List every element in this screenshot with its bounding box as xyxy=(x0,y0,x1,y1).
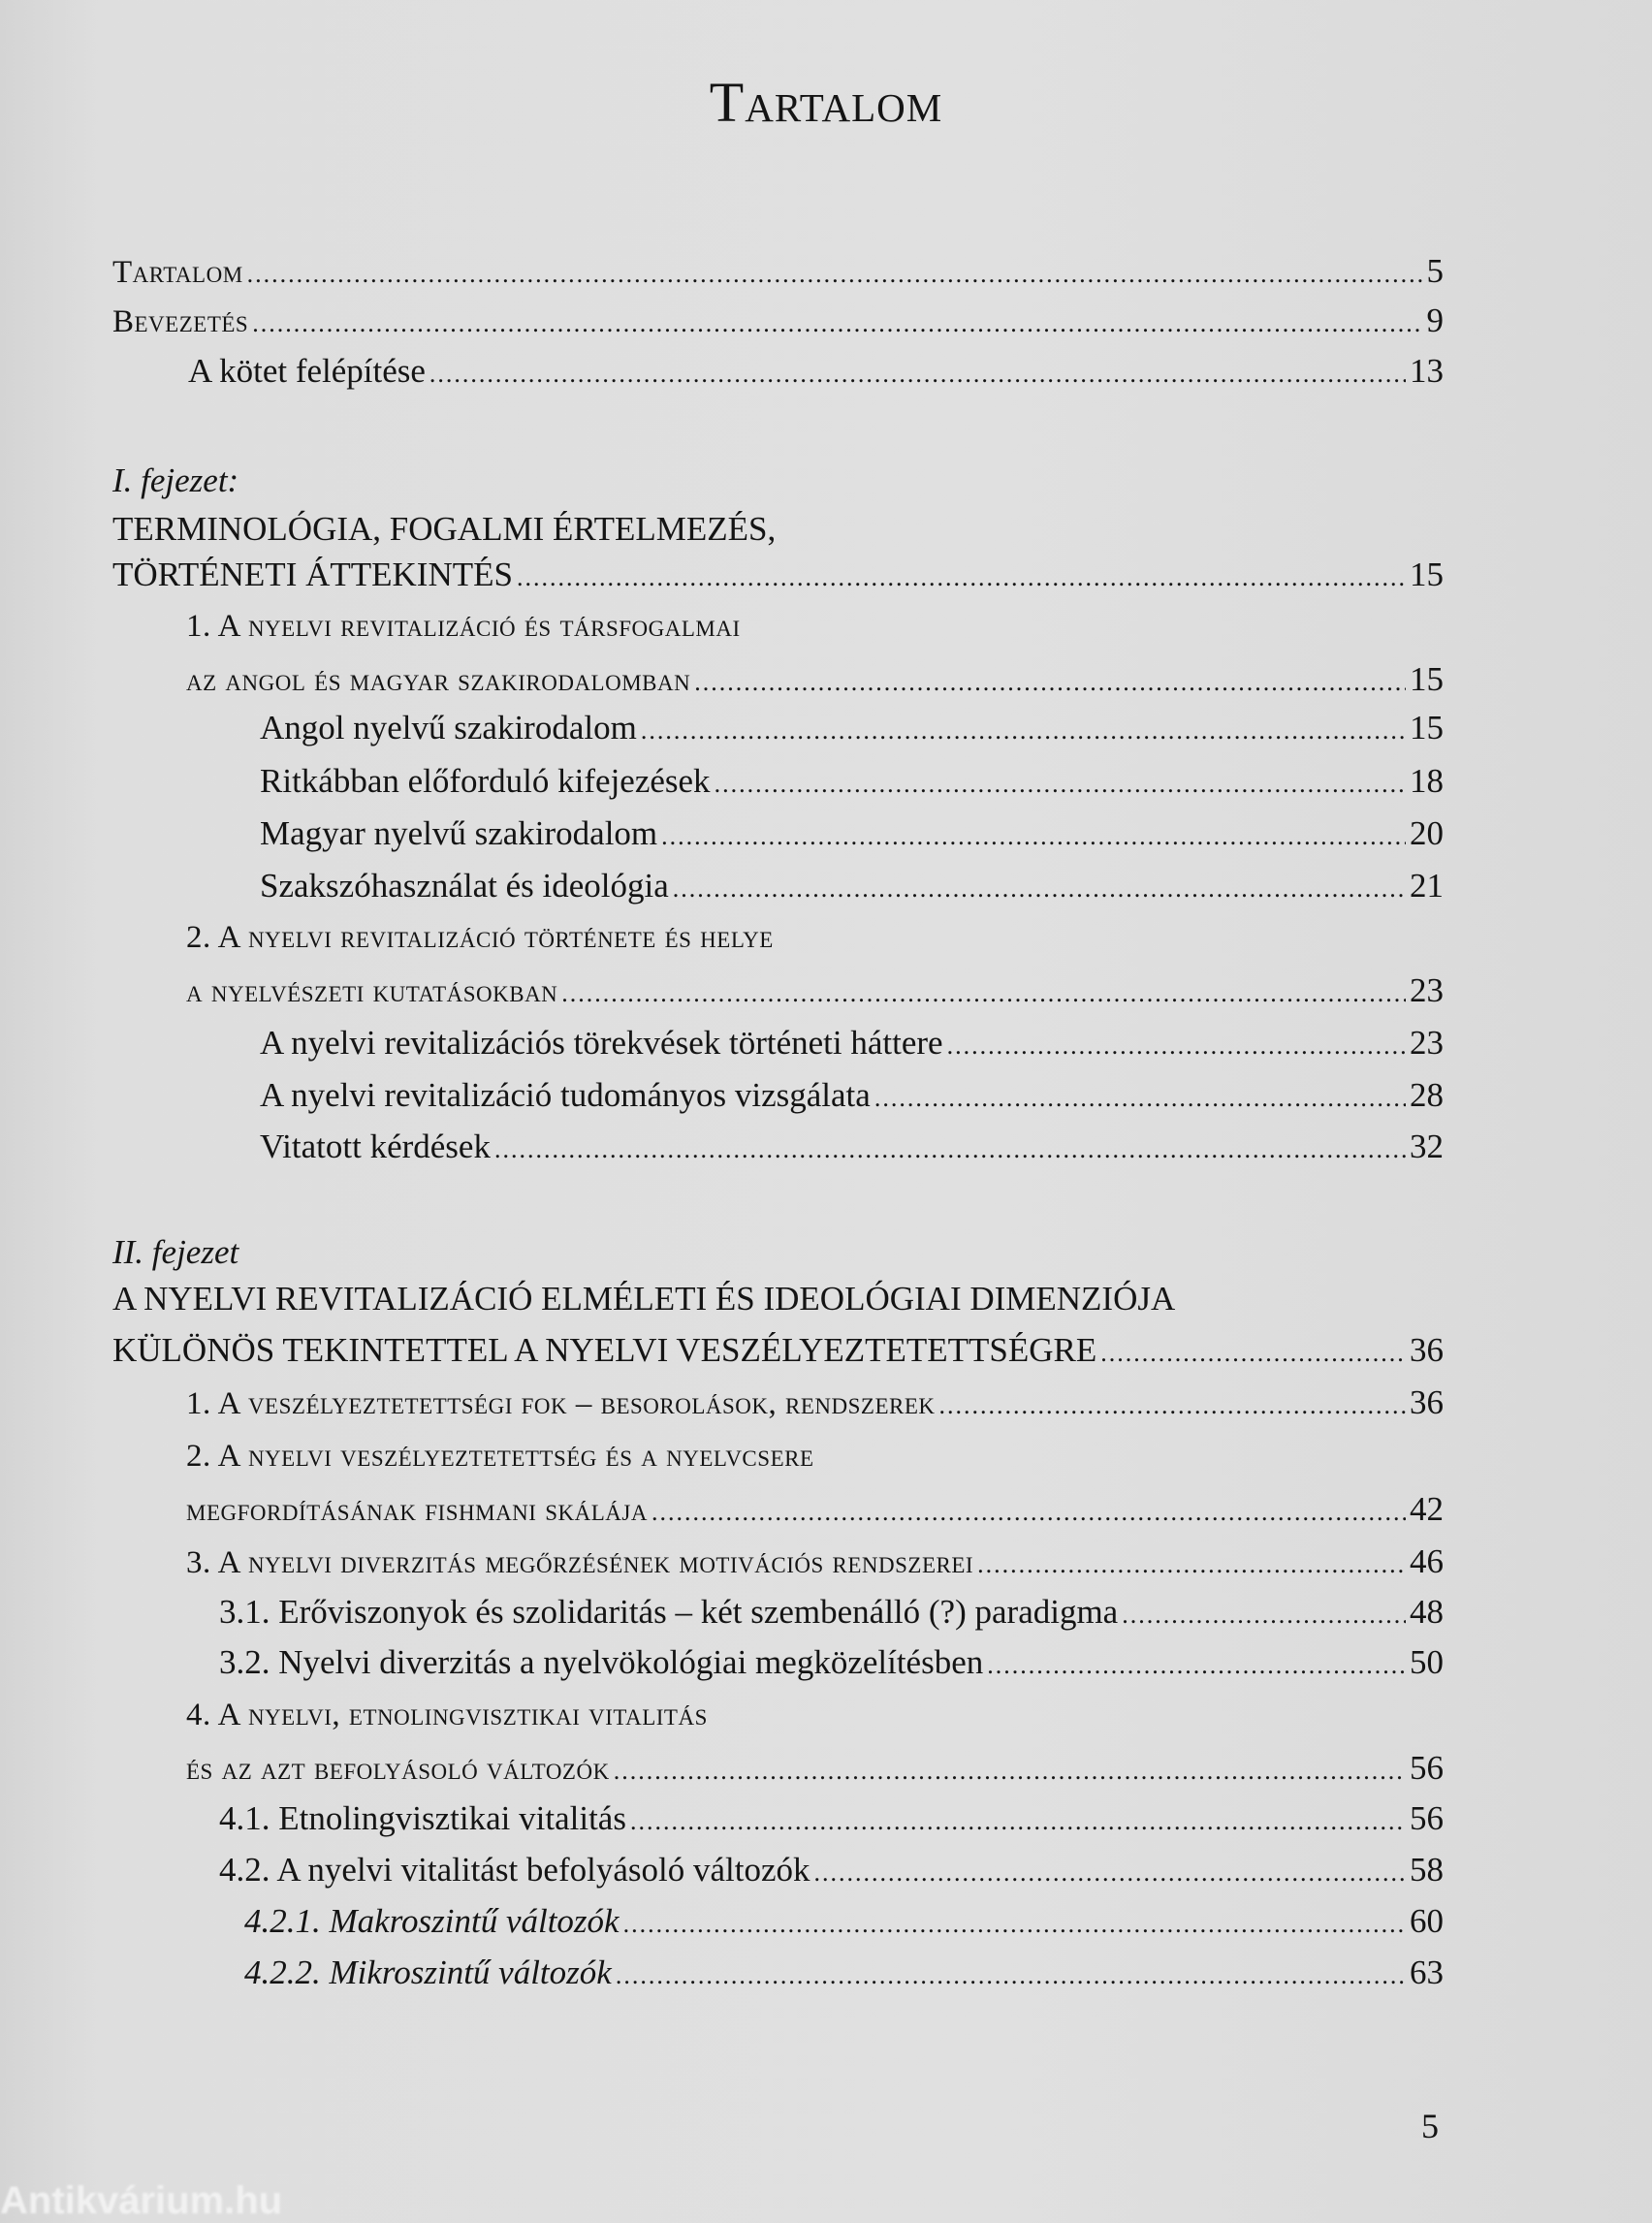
toc-entry-label: Bevezetés xyxy=(112,304,249,339)
toc-entry xyxy=(219,1797,1444,1843)
toc-entry xyxy=(112,1231,1444,1274)
toc-entry xyxy=(219,1641,1444,1687)
toc-entry-page: 48 xyxy=(1410,1593,1444,1631)
toc-entry xyxy=(260,760,1444,806)
dot-leader xyxy=(614,1750,1406,1793)
toc-entry xyxy=(186,969,1444,1015)
toc-entry-label: Vitatott kérdések xyxy=(260,1127,491,1165)
dot-leader xyxy=(247,253,1423,296)
toc-entry-label: 3.2. Nyelvi diverzitás a nyelvökológiai megközelítésben xyxy=(219,1643,984,1681)
toc-entry-label: A nyelvi revitalizációs törekvések történeti háttere xyxy=(260,1024,943,1062)
toc-entry-label: 1. A nyelvi revitalizáció és társfogalmai xyxy=(186,609,741,644)
toc-entry-label: 4.1. Etnolingvisztikai vitalitás xyxy=(219,1799,626,1837)
toc-entry xyxy=(112,300,1444,345)
dot-leader xyxy=(694,661,1406,704)
toc-entry-label: I. fejezet: xyxy=(112,461,239,499)
dot-leader xyxy=(715,763,1406,806)
toc-entry-label: 4.2.2. Mikroszintű változók xyxy=(244,1953,612,1991)
toc-entry-label: Szakszóhasználat és ideológia xyxy=(260,867,669,905)
toc-entry xyxy=(244,1900,1444,1946)
toc-entry-page: 32 xyxy=(1410,1127,1444,1165)
dot-leader xyxy=(494,1128,1406,1171)
toc-entry xyxy=(186,1747,1444,1793)
dot-leader xyxy=(987,1644,1406,1687)
dot-leader xyxy=(874,1077,1406,1120)
toc-entry-page: 21 xyxy=(1410,867,1444,905)
toc-entry-page: 20 xyxy=(1410,814,1444,852)
toc-entry xyxy=(112,554,1444,599)
toc-entry-label: Angol nyelvű szakirodalom xyxy=(260,709,637,746)
toc-entry-page: 63 xyxy=(1410,1953,1444,1991)
toc-entry-label: 2. A nyelvi veszélyeztetettség és a nyelvcsere xyxy=(186,1439,814,1474)
toc-entry xyxy=(186,1381,1444,1427)
toc-entry xyxy=(260,1126,1444,1171)
toc-entry-label: Tartalom xyxy=(112,255,243,290)
toc-entry-page: 15 xyxy=(1410,709,1444,746)
toc-entry xyxy=(186,1694,1444,1736)
toc-entry xyxy=(112,460,1444,502)
dot-leader xyxy=(252,302,1422,345)
toc-entry-page: 50 xyxy=(1410,1643,1444,1681)
toc-entry-label: TÖRTÉNETI ÁTTEKINTÉS xyxy=(112,556,513,593)
dot-leader xyxy=(947,1025,1406,1067)
toc-entry-label: 3.1. Erőviszonyok és szolidaritás – két szembenálló (?) paradigma xyxy=(219,1593,1119,1631)
toc-entry-label: KÜLÖNÖS TEKINTETTEL A NYELVI VESZÉLYEZTETETTSÉGRE xyxy=(112,1331,1097,1369)
toc-entry-label: TERMINOLÓGIA, FOGALMI ÉRTELMEZÉS, xyxy=(112,510,777,548)
toc-entry-page: 28 xyxy=(1410,1076,1444,1114)
toc-entry-page: 56 xyxy=(1410,1749,1444,1787)
toc-entry-page: 13 xyxy=(1410,352,1444,390)
dot-leader xyxy=(814,1852,1407,1894)
toc-entry xyxy=(260,1022,1444,1067)
toc-entry xyxy=(260,707,1444,752)
toc-entry xyxy=(260,1074,1444,1120)
page-title: Tartalom xyxy=(709,71,943,134)
dot-leader xyxy=(673,868,1406,910)
dot-leader xyxy=(623,1903,1406,1946)
toc-entry xyxy=(112,1329,1444,1375)
toc-entry-label: és az azt befolyásoló változók xyxy=(186,1752,610,1787)
dot-leader xyxy=(939,1384,1406,1427)
toc-entry-page: 60 xyxy=(1410,1902,1444,1940)
dot-leader xyxy=(630,1800,1406,1843)
toc-entry xyxy=(186,1488,1444,1534)
toc-entry-label: 2. A nyelvi revitalizáció története és helye xyxy=(186,920,774,955)
toc-entry-page: 15 xyxy=(1410,556,1444,593)
dot-leader xyxy=(641,710,1406,752)
toc-entry xyxy=(219,1849,1444,1894)
toc-entry xyxy=(188,350,1444,396)
toc-entry xyxy=(219,1591,1444,1636)
toc-entry-page: 56 xyxy=(1410,1799,1444,1837)
dot-leader xyxy=(1100,1332,1406,1375)
toc-entry-label: A NYELVI REVITALIZÁCIÓ ELMÉLETI ÉS IDEOLÓGIAI DIMENZIÓJA xyxy=(112,1280,1176,1318)
toc-entry-page: 15 xyxy=(1410,660,1444,698)
toc-entry-label: a nyelvészeti kutatásokban xyxy=(186,974,558,1009)
dot-leader xyxy=(429,353,1406,396)
page-number: 5 xyxy=(1421,2107,1439,2145)
dot-leader xyxy=(517,556,1406,599)
watermark: Antikvárium.hu xyxy=(0,2179,283,2222)
toc-entry xyxy=(112,1278,1444,1320)
toc-entry xyxy=(186,605,1444,648)
toc-entry-label: 3. A nyelvi diverzitás megőrzésének motivációs rendszerei xyxy=(186,1545,974,1580)
dot-leader xyxy=(651,1491,1406,1534)
toc-entry xyxy=(260,812,1444,858)
dot-leader xyxy=(561,972,1406,1015)
toc-entry-page: 42 xyxy=(1410,1490,1444,1528)
toc-entry-page: 23 xyxy=(1410,1024,1444,1062)
toc-entry-label: 4. A nyelvi, etnolingvisztikai vitalitás xyxy=(186,1698,708,1732)
toc-entry-label: Magyar nyelvű szakirodalom xyxy=(260,814,658,852)
dot-leader xyxy=(661,815,1406,858)
toc-entry xyxy=(186,1540,1444,1586)
toc-entry-page: 46 xyxy=(1410,1542,1444,1580)
toc-entry-label: 4.2. A nyelvi vitalitást befolyásoló változók xyxy=(219,1851,810,1889)
toc-entry xyxy=(112,508,1444,551)
toc-entry xyxy=(260,865,1444,910)
toc-entry xyxy=(112,250,1444,296)
toc-entry-page: 36 xyxy=(1410,1383,1444,1421)
toc-entry-label: A kötet felépítése xyxy=(188,352,426,390)
toc-entry-label: 1. A veszélyeztetettségi fok – besorolások, rendszerek xyxy=(186,1386,936,1421)
dot-leader xyxy=(616,1954,1406,1997)
toc-entry-page: 18 xyxy=(1410,762,1444,800)
toc-entry-page: 23 xyxy=(1410,971,1444,1009)
toc-entry-page: 9 xyxy=(1426,302,1444,339)
toc-entry-page: 58 xyxy=(1410,1851,1444,1889)
toc-entry xyxy=(186,1435,1444,1477)
toc-entry xyxy=(244,1952,1444,1997)
toc-entry-label: az angol és magyar szakirodalomban xyxy=(186,663,691,698)
toc-entry-label: Ritkábban előforduló kifejezések xyxy=(260,762,711,800)
toc-entry-page: 5 xyxy=(1426,252,1444,290)
toc-entry-label: A nyelvi revitalizáció tudományos vizsgálata xyxy=(260,1076,871,1114)
toc-entry xyxy=(186,658,1444,704)
toc-entry-label: megfordításának fishmani skálája xyxy=(186,1493,648,1528)
toc-entry-page: 36 xyxy=(1410,1331,1444,1369)
dot-leader xyxy=(1122,1594,1406,1636)
dot-leader xyxy=(977,1543,1406,1586)
toc-entry-label: II. fejezet xyxy=(112,1233,239,1271)
toc-entry xyxy=(186,916,1444,959)
toc-entry-label: 4.2.1. Makroszintű változók xyxy=(244,1902,620,1940)
